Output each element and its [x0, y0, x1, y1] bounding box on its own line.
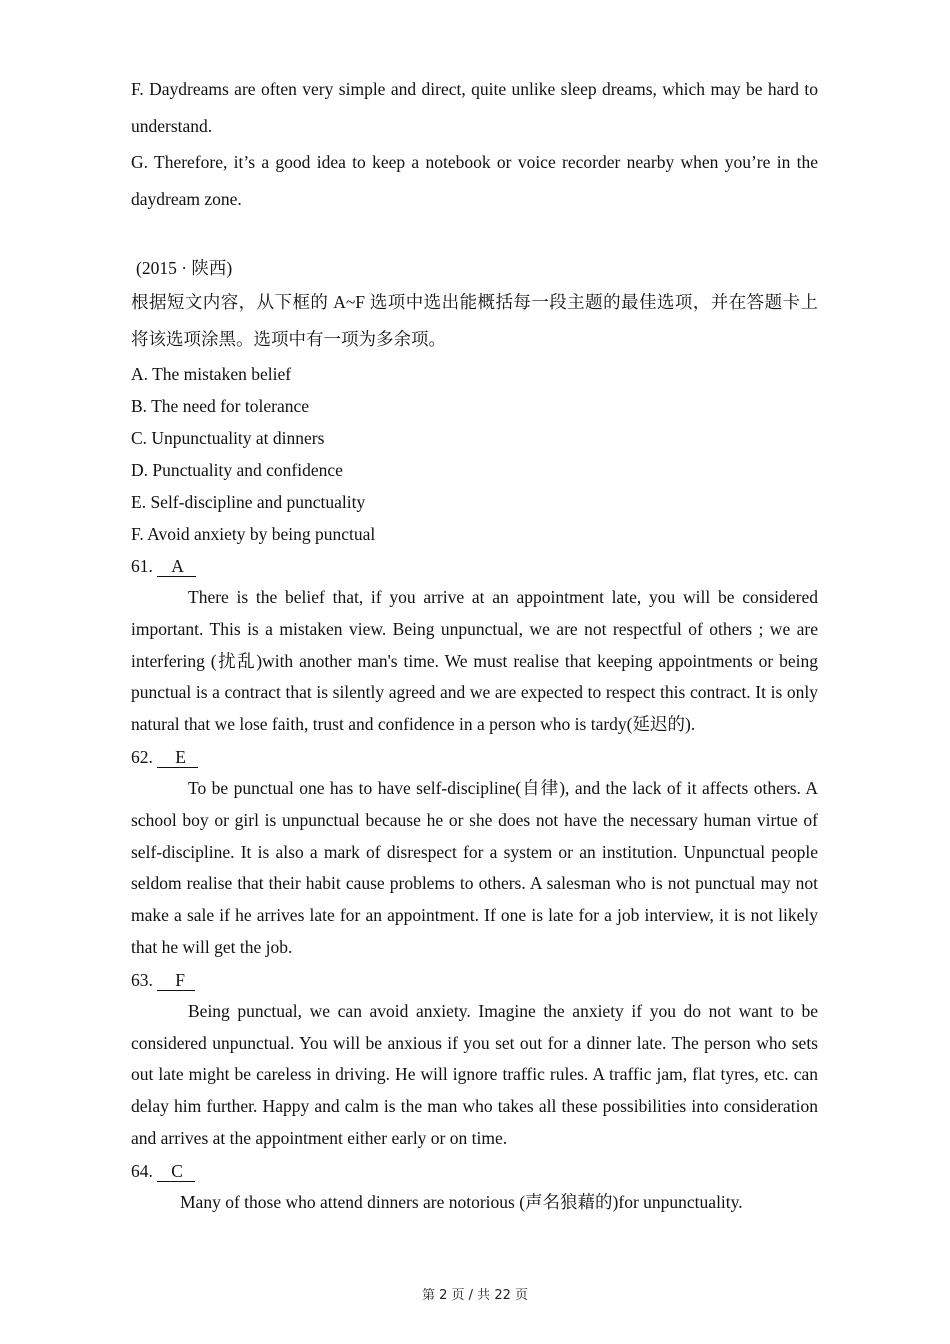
question-number-row: [131, 550, 818, 582]
paragraph-text: Many of those who attend dinners are notorious (声名狼藉的)for unpunctuality.: [180, 1191, 743, 1212]
spacer: [131, 217, 818, 252]
question-number-row: [131, 1155, 818, 1187]
answer-blank: [157, 970, 195, 991]
answer-letter: C: [171, 1160, 183, 1181]
answer-blank: [157, 1161, 195, 1182]
source-label: (2015 · 陕西): [136, 258, 233, 278]
document-page: [131, 0, 818, 1219]
question-number: 64.: [131, 1160, 153, 1181]
option-f-text: F. Daydreams are often very simple and direct, quite unlike sleep dreams, which may be hard to understand.: [131, 79, 818, 136]
option-item: E. Self-discipline and punctuality: [131, 492, 366, 512]
question-number: 63.: [131, 969, 153, 990]
option-item: C. Unpunctuality at dinners: [131, 428, 325, 448]
answer-letter: A: [171, 556, 184, 576]
option-g-text: G. Therefore, it’s a good idea to keep a notebook or voice recorder nearby when you’re in the daydream zone.: [131, 152, 818, 209]
option-item: B. The need for tolerance: [131, 396, 309, 416]
paragraph-text: To be punctual one has to have self-discipline(自律), and the lack of it affects others. A school boy or girl is unpunctual because he or she does not have the necessary human virtue of self-discipline. It is also a mark of disrespect for a system or an institution. Unpunctual people seldom realise that their habit cause problems to others. A salesman who is not punctual may not make a sale if he arrives late for an appointment. If one is late for a job interview, it is not likely that he will get the job.: [131, 777, 818, 957]
answer-blank: [157, 556, 196, 577]
option-item: F. Avoid anxiety by being punctual: [131, 524, 376, 544]
answer-letter: E: [175, 746, 186, 767]
question-number: 62.: [131, 746, 153, 767]
paragraph-text: Being punctual, we can avoid anxiety. Imagine the anxiety if you do not want to be considered unpunctual. You will be anxious if you set out for a dinner late. The person who sets out late might be careless in driving. He will ignore traffic rules. A traffic jam, flat tyres, etc. can delay him further. Happy and calm is the man who takes all these possibilities into consideration and arrives at the appointment either early or on time.: [131, 1000, 818, 1148]
instruction-text: 根据短文内容，从下框的 A~F 选项中选出能概括每一段主题的最佳选项，并在答题卡上将该选项涂黑。选项中有一项为多余项。: [131, 292, 818, 349]
question-number-row: [131, 964, 818, 996]
answer-blank: [157, 747, 198, 768]
option-item: A. The mistaken belief: [131, 364, 292, 384]
question-number: 61.: [131, 556, 153, 576]
paragraph-text: There is the belief that, if you arrive at an appointment late, you will be considered important. This is a mistaken view. Being unpunctual, we are not respectful of others ; we are interfering (扰乱)with another man's time. We must realise that keeping appointments or being punctual is a contract that is silently agreed and we are expected to respect this contract. It is only natural that we lose faith, trust and confidence in a person who is tardy(延迟的).: [131, 587, 818, 735]
option-item: D. Punctuality and confidence: [131, 460, 343, 480]
option-list: [131, 358, 818, 550]
answer-letter: F: [175, 969, 185, 990]
question-number-row: [131, 741, 818, 773]
page-footer: 第 2 页 / 共 22 页: [422, 1288, 528, 1303]
